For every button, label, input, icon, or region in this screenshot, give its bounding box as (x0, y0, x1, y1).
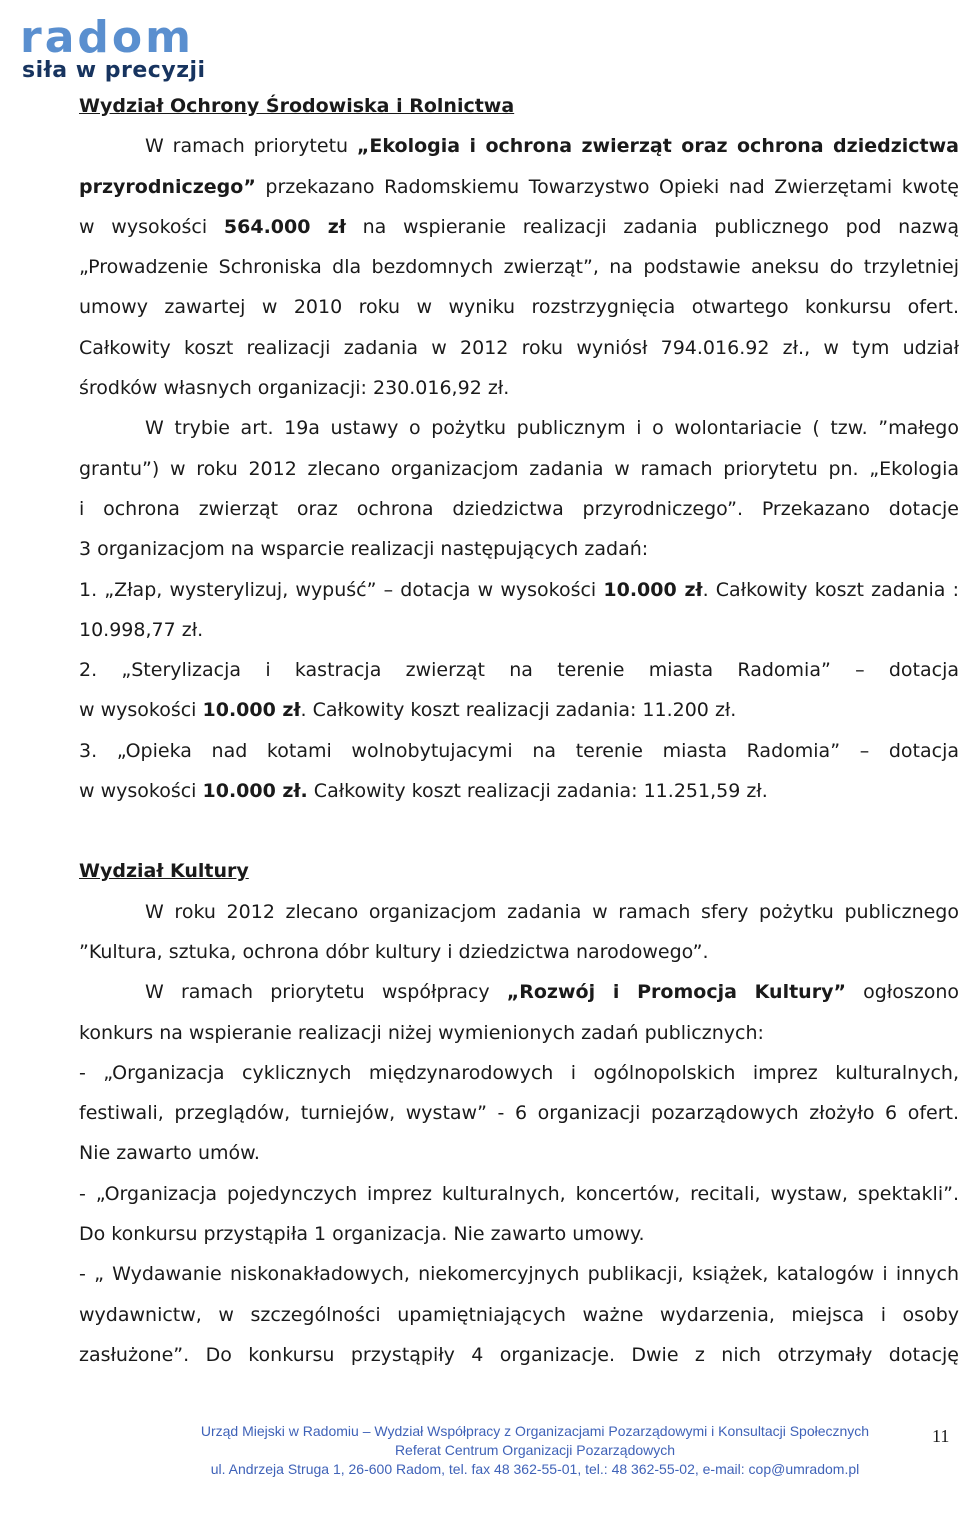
paragraph-line: W trybie art. 19a ustawy o pożytku publicznym i o wolontariacie ( tzw. ”małego (145, 417, 959, 440)
paragraph-line: ”Kultura, sztuka, ochrona dóbr kultury i dziedzictwa narodowego”. (79, 940, 709, 963)
list-item: 1. „Złap, wysterylizuj, wypuść” – dotacja w wysokości 10.000 zł. Całkowity koszt zadania : (79, 578, 959, 601)
logo-wordmark: radom (20, 12, 194, 63)
paragraph-line: W ramach priorytetu współpracy „Rozwój i Promocja Kultury” ogłoszono (145, 981, 959, 1004)
page-number: 11 (932, 1426, 950, 1446)
list-item-continuation: 10.998,77 zł. (79, 618, 204, 641)
section-gap (79, 811, 959, 851)
section-heading-environment: Wydział Ochrony Środowiska i Rolnictwa (79, 95, 515, 117)
footer-office-line: Urząd Miejski w Radomiu – Wydział Współpracy z Organizacjami Pozarządowymi i Konsultacji Społecznych (200, 1423, 870, 1439)
bullet-line: - „Organizacja cyklicznych międzynarodowych i ogólnopolskich imprez kulturalnych, (79, 1061, 959, 1084)
bullet-line: festiwali, przeglądów, turniejów, wystaw” - 6 organizacji pozarządowych złożyło 6 ofert. (79, 1102, 959, 1125)
bullet-line: Do konkursu przystąpiła 1 organizacja. Nie zawarto umowy. (79, 1223, 645, 1246)
paragraph-line: „Prowadzenie Schroniska dla bezdomnych zwierząt”, na podstawie aneksu do trzyletniej (79, 256, 959, 279)
paragraph-line: środków własnych organizacji: 230.016,92 zł. (79, 377, 510, 400)
paragraph-line: przyrodniczego” przekazano Radomskiemu Towarzystwo Opieki nad Zwierzętami kwotę (79, 175, 959, 198)
paragraph-line: umowy zawartej w 2010 roku w wyniku rozstrzygnięcia otwartego konkursu ofert. (79, 296, 959, 319)
bullet-line: wydawnictw, w szczególności upamiętniających ważne wydarzenia, miejsca i osoby (79, 1303, 959, 1326)
paragraph-line: i ochrona zwierząt oraz ochrona dziedzictwa przyrodniczego”. Przekazano dotacje (79, 497, 959, 520)
section-heading-culture: Wydział Kultury (79, 860, 249, 883)
list-item: 2. „Sterylizacja i kastracja zwierząt na terenie miasta Radomia” – dotacja (79, 659, 959, 682)
document-body (79, 86, 959, 1375)
bullet-line: - „Organizacja pojedynczych imprez kulturalnych, koncertów, recitali, wystaw, spektakli”. (79, 1182, 959, 1205)
paragraph-line: W ramach priorytetu „Ekologia i ochrona zwierząt oraz ochrona dziedzictwa (145, 135, 959, 158)
paragraph-line: Całkowity koszt realizacji zadania w 2012 roku wyniósł 794.016.92 zł., w tym udział (79, 336, 959, 359)
paragraph-line: grantu”) w roku 2012 zlecano organizacjom zadania w ramach priorytetu pn. „Ekologia (79, 457, 959, 480)
list-item: 3. „Opieka nad kotami wolnobytujacymi na terenie miasta Radomia” – dotacja (79, 739, 959, 762)
footer-contact-line: ul. Andrzeja Struga 1, 26-600 Radom, tel. fax 48 362-55-01, tel.: 48 362-55-02, e-mail: cop@umradom.pl (210, 1461, 860, 1477)
paragraph-line: W roku 2012 zlecano organizacjom zadania w ramach sfery pożytku publicznego (145, 900, 959, 923)
bullet-line: Nie zawarto umów. (79, 1142, 260, 1165)
paragraph-line: 3 organizacjom na wsparcie realizacji następujących zadań: (79, 538, 649, 561)
paragraph-line: w wysokości 564.000 zł na wspieranie realizacji zadania publicznego pod nazwą (79, 215, 959, 238)
radom-logo (20, 12, 220, 84)
bullet-line: - „ Wydawanie niskonakładowych, niekomercyjnych publikacji, książek, katalogów i innych (79, 1263, 959, 1286)
logo-tagline: siła w precyzji (22, 58, 206, 83)
bullet-line: zasłużone”. Do konkursu przystąpiły 4 organizacje. Dwie z nich otrzymały dotację (79, 1343, 959, 1366)
list-item-continuation: w wysokości 10.000 zł. Całkowity koszt realizacji zadania: 11.200 zł. (79, 699, 737, 722)
list-item-continuation: w wysokości 10.000 zł. Całkowity koszt realizacji zadania: 11.251,59 zł. (79, 780, 768, 803)
paragraph-line: konkurs na wspieranie realizacji niżej wymienionych zadań publicznych: (79, 1021, 764, 1044)
footer-department-line: Referat Centrum Organizacji Pozarządowych (394, 1442, 676, 1458)
